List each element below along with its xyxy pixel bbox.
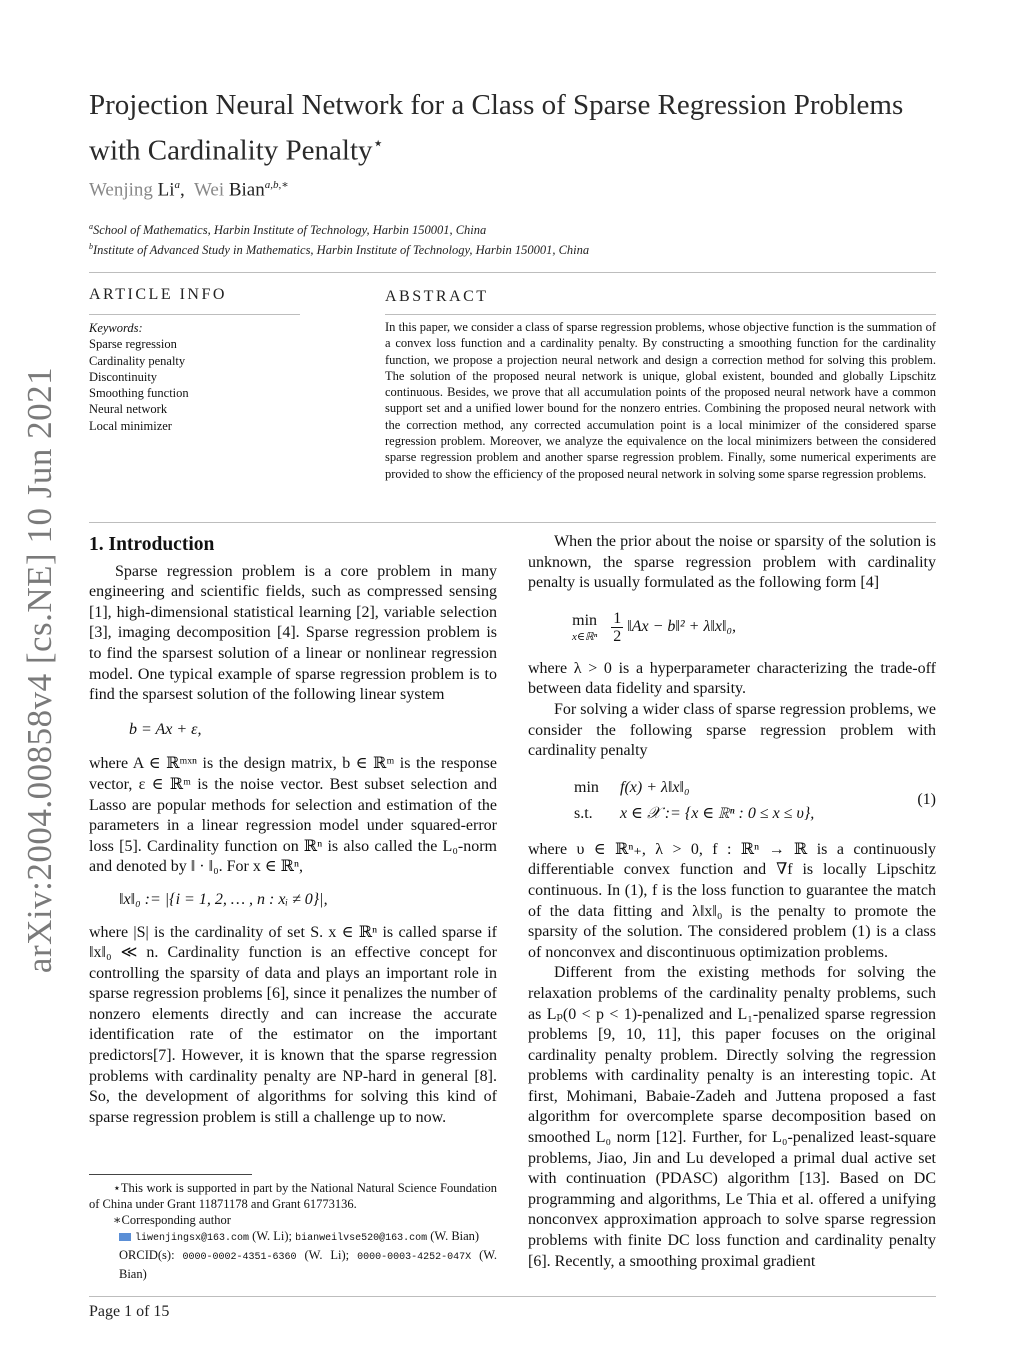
keyword-item: Neural network	[89, 402, 168, 417]
author-1-last: Li	[157, 179, 175, 201]
funding-footnote: ⋆This work is supported in part by the National Natural Science Foundation of China under Grant 11871178 and Grant 61773136.	[89, 1181, 497, 1211]
author-1-sup: a	[174, 179, 181, 191]
keyword-item: Local minimizer	[89, 418, 172, 433]
orcid-line	[89, 1247, 497, 1282]
eq2-objective: f(x) + λ‖x‖₀	[620, 778, 690, 796]
footnote-rule	[89, 1174, 252, 1175]
keyword-item: Sparse regression	[89, 337, 177, 352]
affiliation-a	[89, 222, 486, 238]
orcid-li-owner: (W. Li);	[304, 1248, 350, 1262]
eq2-number: (1)	[917, 790, 936, 808]
eq2-min: min	[574, 778, 599, 796]
intro-paragraph-1: Sparse regression problem is a core problem in many engineering and scientific fields, such as compressed sensing [1], high-dimensional statistical learning [2], variable selection [3], imaging decomposition [4]. Sparse regression problem is to find the sparsest solution of a linear or nonlinear regression model. One typical example of sparse regression problem is to find the sparsest solution of the following linear system	[89, 562, 497, 704]
intro-paragraph-3: where |S| is the cardinality of set S. x ∈ ℝⁿ is called sparse if ‖x‖₀ ≪ n. Cardinality function is an effective concept for controlling the sparsity of data and plays an important role in sparse regression problems [6], since it penalizes the number of nonzero elements directly and can increase the accurate identification rate of the estimator on the important predictors[7]. However, it is known that the sparse regression problems with cardinality penalty are NP-hard in general [8]. So, the development of algorithms for solving this kind of sparse regression problem is still a challenge up to now.	[89, 923, 497, 1126]
affiliation-b-sup: b	[89, 242, 93, 251]
abstract-rule	[385, 314, 936, 315]
author-separator: ,	[180, 179, 185, 201]
equation-problem-1	[574, 778, 936, 826]
author-2-sup: a,b,∗	[264, 179, 289, 191]
article-info-rule	[89, 314, 300, 315]
arxiv-id: arXiv:2004.00858v4 [cs.NE] 10 Jun 2021	[20, 366, 59, 974]
keyword-item: Smoothing function	[89, 386, 189, 401]
page-number: Page 1 of 15	[89, 1303, 170, 1320]
equation-linear-system: b = Ax + ε,	[129, 720, 202, 738]
corresponding-author-note: ∗Corresponding author	[113, 1213, 231, 1227]
email-bian[interactable]: bianweilvse520@163.com	[295, 1233, 428, 1244]
affiliation-a-text: School of Mathematics, Harbin Institute of Technology, Harbin 150001, China	[93, 223, 487, 238]
header-divider	[89, 272, 936, 273]
body-divider	[89, 522, 936, 523]
author-list	[89, 178, 289, 201]
author-1-first: Wenjing	[89, 179, 153, 201]
arxiv-sidebar-stamp	[10, 360, 70, 980]
affiliation-b	[89, 242, 589, 258]
eq1-min: min	[572, 612, 598, 630]
affiliation-b-text: Institute of Advanced Study in Mathematics, Harbin Institute of Technology, Harbin 150001, China	[93, 243, 590, 258]
footnotes	[89, 1180, 497, 1282]
title-line-1: Projection Neural Network for a Class of Sparse Regression Problems	[89, 89, 904, 121]
right-paragraph-3: For solving a wider class of sparse regression problems, we consider the following sparse regression problem with cardinality penalty	[528, 700, 936, 760]
article-info-heading: ARTICLE INFO	[89, 286, 227, 303]
right-column	[528, 532, 936, 1272]
eq1-frac-num: 1	[613, 609, 622, 627]
right-paragraph-1: When the prior about the noise or sparsity of the solution is unknown, the sparse regression problem with cardinality penalty is usually formulated as the following form [4]	[528, 533, 936, 592]
eq1-frac-den: 2	[613, 627, 622, 645]
eq2-st: s.t.	[574, 804, 593, 822]
keyword-item: Cardinality penalty	[89, 353, 186, 368]
keywords-block	[89, 320, 300, 434]
title-line-2: with Cardinality Penalty	[89, 134, 373, 167]
email-line	[89, 1228, 497, 1247]
eq1-subscript: x∈ℝⁿ	[572, 631, 598, 644]
equation-l0-norm: ‖x‖₀ := |{i = 1, 2, … , n : xᵢ ≠ 0}|,	[119, 890, 328, 908]
abstract-heading: ABSTRACT	[385, 288, 489, 305]
eq2-constraint: x ∈ 𝒳 := {x ∈ ℝⁿ : 0 ≤ x ≤ υ},	[620, 804, 815, 822]
intro-paragraph-2: where A ∈ ℝᵐˣⁿ is the design matrix, b ∈ ℝᵐ is the response vector, ε ∈ ℝᵐ is the noise vector. Best subset selection and Lasso are popular methods for selection and estimation of the parameters in a linear regression model under squared-error loss [5]. Cardinality function on ℝⁿ is also called the L₀-norm and denoted by ‖ · ‖₀. For x ∈ ℝⁿ,	[89, 755, 497, 876]
orcid-bian[interactable]: 0000-0003-4252-047X	[357, 1252, 472, 1263]
right-paragraph-2: where λ > 0 is a hyperparameter characterizing the trade-off between data fidelity and sparsity.	[528, 659, 936, 698]
affiliation-a-sup: a	[89, 222, 93, 231]
title-star: ⋆	[372, 133, 384, 153]
eq1-body: ‖Ax − b‖² + λ‖x‖₀,	[627, 617, 737, 635]
keywords-label: Keywords:	[89, 321, 143, 335]
email-icon	[119, 1233, 131, 1241]
orcid-li[interactable]: 0000-0002-4351-6360	[182, 1252, 297, 1263]
footer-rule	[89, 1296, 936, 1297]
left-column	[89, 535, 497, 1128]
keyword-item: Discontinuity	[89, 369, 158, 384]
orcid-bian-owner: (W. Bian)	[119, 1248, 498, 1281]
right-paragraph-4: where υ ∈ ℝⁿ₊, λ > 0, f : ℝⁿ → ℝ is a continuously differentiable convex function and ∇f is locally Lipschitz continuous. In (1), f is the loss function to guarantee the match of the data fitting and λ‖x‖₀ is the penalty to promote the sparsity of the solution. The considered problem (1) is a class of nonconvex and discontinuous optimization problems.	[528, 840, 936, 961]
abstract-text: In this paper, we consider a class of sparse regression problems, whose objective function is the summation of a convex loss function and a cardinality penalty. By constructing a smoothing function for the cardinality function, we propose a projection neural network and design a correction method for solving this problem. The solution of the proposed neural network is unique, global existent, bounded and globally Lipschitz continuous. Besides, we prove that all accumulation points of the proposed neural network have a common support set and a unified lower bound for the nonzero entries. Combining the proposed neural network with the correction method, any corrected accumulation point is a local minimizer of the considered sparse regression problem. Moreover, we analyze the equivalence on the local minimizers between the considered sparse regression problem and another sparse regression problem. Finally, some numerical experiments are provided to show the efficiency of the proposed neural network in solving some sparse regression problems.	[385, 320, 936, 481]
email-li[interactable]: liwenjingsx@163.com	[135, 1233, 250, 1244]
author-2-first: Wei	[193, 179, 225, 201]
email-li-owner: (W. Li);	[252, 1229, 292, 1243]
section-title-introduction: 1. Introduction	[89, 534, 215, 555]
paper-title	[89, 86, 949, 170]
email-bian-owner: (W. Bian)	[430, 1229, 480, 1243]
orcid-label: ORCID(s):	[119, 1248, 175, 1262]
equation-penalized-form	[572, 610, 936, 645]
right-paragraph-5: Different from the existing methods for solving the relaxation problems of the cardinality penalty problems, such as Lₚ(0 < p < 1)-penalized and L₁-penalized sparse regression problems [9, 10, 11], this paper focuses on the original cardinality penalty problem. Directly solving the regression problems with cardinality penalty is an interesting topic. At first, Mohimani, Babaie-Zadeh and Juttena proposed a fast algorithm for overcomplete sparse decomposition based on smoothed L₀ norm [12]. Further, for L₀-penalized least-square problems, Jiao, Jin and Lu developed a primal dual active set with continuation (PDASC) algorithm [13]. Based on DC programming and algorithms, Le Thia et al. offered a unifying nonconvex approximation approach to solve sparse regression problems with finite DC loss function and cardinality penalty [6]. Recently, a smoothing proximal gradient	[528, 964, 936, 1270]
author-2-last: Bian	[228, 179, 265, 201]
